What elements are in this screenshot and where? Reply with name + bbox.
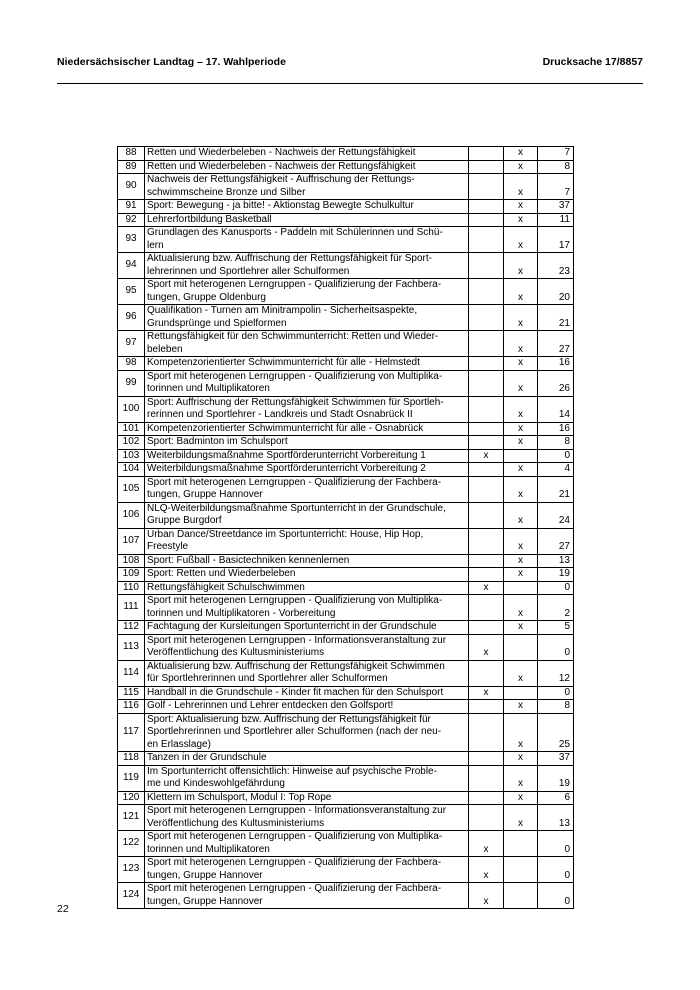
mark-column-a: [469, 554, 504, 568]
mark-column-a: [469, 147, 504, 161]
course-title: Retten und Wiederbeleben - Nachweis der Rettungsfähigkeit: [145, 147, 469, 161]
mark-column-b: x: [504, 147, 538, 161]
table-row: [118, 595, 574, 621]
table-row: [118, 174, 574, 200]
mark-column-a: [469, 660, 504, 686]
mark-column-a: x: [469, 686, 504, 700]
mark-column-b: x: [504, 554, 538, 568]
row-number: 109: [118, 568, 145, 582]
participant-count: 27: [538, 528, 574, 554]
mark-column-b: x: [504, 422, 538, 436]
row-number: 118: [118, 752, 145, 766]
participant-count: 8: [538, 436, 574, 450]
mark-column-b: x: [504, 160, 538, 174]
course-table: [117, 146, 574, 909]
row-number: 98: [118, 357, 145, 371]
row-number: 116: [118, 700, 145, 714]
table-row: [118, 331, 574, 357]
mark-column-a: [469, 713, 504, 752]
mark-column-b: x: [504, 253, 538, 279]
participant-count: 20: [538, 279, 574, 305]
mark-column-b: [504, 581, 538, 595]
participant-count: 5: [538, 621, 574, 635]
row-number: 111: [118, 595, 145, 621]
mark-column-b: [504, 686, 538, 700]
course-title: Kompetenzorientierter Schwimmunterricht für alle - Osnabrück: [145, 422, 469, 436]
course-title: NLQ-Weiterbildungsmaßnahme Sportunterricht in der Grundschule, Gruppe Burgdorf: [145, 502, 469, 528]
table-row: [118, 660, 574, 686]
mark-column-a: [469, 752, 504, 766]
course-title: Lehrerfortbildung Basketball: [145, 213, 469, 227]
row-number: 117: [118, 713, 145, 752]
row-number: 101: [118, 422, 145, 436]
mark-column-a: x: [469, 581, 504, 595]
row-number: 115: [118, 686, 145, 700]
mark-column-b: x: [504, 568, 538, 582]
course-title: Sport mit heterogenen Lerngruppen - Qualifizierung von Multiplika- torinnen und Multiplikatoren: [145, 831, 469, 857]
table-row: [118, 831, 574, 857]
table-row: [118, 476, 574, 502]
row-number: 91: [118, 200, 145, 214]
mark-column-a: [469, 502, 504, 528]
course-title: Sport mit heterogenen Lerngruppen - Qualifizierung von Multiplika- torinnen und Multiplikatoren - Vorbereitung: [145, 595, 469, 621]
course-title: Sport mit heterogenen Lerngruppen - Qualifizierung der Fachbera- tungen, Gruppe Hannover: [145, 857, 469, 883]
row-number: 107: [118, 528, 145, 554]
row-number: 95: [118, 279, 145, 305]
participant-count: 0: [538, 634, 574, 660]
mark-column-b: x: [504, 370, 538, 396]
mark-column-b: x: [504, 476, 538, 502]
course-title: Sport: Aktualisierung bzw. Auffrischung der Rettungsfähigkeit für Sportlehrerinnen und Sportlehrer aller Schulformen (nach der neu- en Erlasslage): [145, 713, 469, 752]
participant-count: 16: [538, 422, 574, 436]
course-title: Sport mit heterogenen Lerngruppen - Qualifizierung der Fachbera- tungen, Gruppe Hannover: [145, 883, 469, 909]
mark-column-a: [469, 357, 504, 371]
participant-count: 6: [538, 791, 574, 805]
row-number: 92: [118, 213, 145, 227]
mark-column-a: [469, 476, 504, 502]
row-number: 124: [118, 883, 145, 909]
course-title: Sport: Auffrischung der Rettungsfähigkeit Schwimmen für Sportleh- rerinnen und Sportlehrer - Landkreis und Stadt Osnabrück II: [145, 396, 469, 422]
mark-column-a: [469, 253, 504, 279]
course-title: Grundlagen des Kanusports - Paddeln mit Schülerinnen und Schü- lern: [145, 227, 469, 253]
mark-column-a: [469, 436, 504, 450]
course-title: Sport: Badminton im Schulsport: [145, 436, 469, 450]
table-row: [118, 253, 574, 279]
mark-column-b: x: [504, 357, 538, 371]
header-divider: [57, 83, 643, 84]
row-number: 112: [118, 621, 145, 635]
row-number: 97: [118, 331, 145, 357]
mark-column-b: [504, 634, 538, 660]
table-row: [118, 528, 574, 554]
mark-column-b: x: [504, 436, 538, 450]
course-title: Sport mit heterogenen Lerngruppen - Qualifizierung der Fachbera- tungen, Gruppe Hannover: [145, 476, 469, 502]
participant-count: 37: [538, 200, 574, 214]
mark-column-b: x: [504, 463, 538, 477]
course-title: Sport: Bewegung - ja bitte! - Aktionstag Bewegte Schulkultur: [145, 200, 469, 214]
mark-column-b: x: [504, 279, 538, 305]
mark-column-a: [469, 791, 504, 805]
mark-column-a: [469, 160, 504, 174]
participant-count: 16: [538, 357, 574, 371]
mark-column-b: x: [504, 713, 538, 752]
document-number: Drucksache 17/8857: [542, 56, 643, 68]
participant-count: 0: [538, 857, 574, 883]
participant-count: 7: [538, 147, 574, 161]
table-row: [118, 449, 574, 463]
participant-count: 24: [538, 502, 574, 528]
table-row: [118, 700, 574, 714]
course-title: Sport: Fußball - Basictechniken kennenlernen: [145, 554, 469, 568]
participant-count: 8: [538, 700, 574, 714]
mark-column-a: [469, 331, 504, 357]
table-row: [118, 463, 574, 477]
row-number: 113: [118, 634, 145, 660]
mark-column-b: x: [504, 502, 538, 528]
table-row: [118, 436, 574, 450]
row-number: 96: [118, 305, 145, 331]
course-title: Urban Dance/Streetdance im Sportunterricht: House, Hip Hop, Freestyle: [145, 528, 469, 554]
participant-count: 0: [538, 883, 574, 909]
mark-column-b: x: [504, 174, 538, 200]
row-number: 120: [118, 791, 145, 805]
mark-column-b: x: [504, 660, 538, 686]
participant-count: 23: [538, 253, 574, 279]
mark-column-a: [469, 621, 504, 635]
table-row: [118, 200, 574, 214]
table-row: [118, 686, 574, 700]
course-title: Im Sportunterricht offensichtlich: Hinweise auf psychische Proble- me und Kindeswohlgefährdung: [145, 765, 469, 791]
table-row: [118, 857, 574, 883]
participant-count: 0: [538, 686, 574, 700]
mark-column-b: x: [504, 528, 538, 554]
participant-count: 25: [538, 713, 574, 752]
row-number: 102: [118, 436, 145, 450]
table-row: [118, 213, 574, 227]
course-title: Sport mit heterogenen Lerngruppen - Informationsveranstaltung zur Veröffentlichung des Kultusministeriums: [145, 805, 469, 831]
mark-column-a: [469, 805, 504, 831]
participant-count: 0: [538, 831, 574, 857]
row-number: 93: [118, 227, 145, 253]
row-number: 114: [118, 660, 145, 686]
table-row: [118, 370, 574, 396]
mark-column-a: [469, 396, 504, 422]
mark-column-b: x: [504, 621, 538, 635]
participant-count: 19: [538, 765, 574, 791]
mark-column-b: [504, 883, 538, 909]
mark-column-a: [469, 463, 504, 477]
row-number: 104: [118, 463, 145, 477]
mark-column-a: x: [469, 449, 504, 463]
mark-column-b: x: [504, 752, 538, 766]
row-number: 122: [118, 831, 145, 857]
row-number: 105: [118, 476, 145, 502]
mark-column-b: x: [504, 595, 538, 621]
row-number: 108: [118, 554, 145, 568]
participant-count: 21: [538, 476, 574, 502]
row-number: 106: [118, 502, 145, 528]
course-title: Rettungsfähigkeit für den Schwimmunterricht: Retten und Wieder- beleben: [145, 331, 469, 357]
course-title: Rettungsfähigkeit Schulschwimmen: [145, 581, 469, 595]
mark-column-a: x: [469, 857, 504, 883]
mark-column-b: x: [504, 791, 538, 805]
table-row: [118, 227, 574, 253]
mark-column-a: x: [469, 883, 504, 909]
page-number: 22: [57, 903, 69, 915]
mark-column-b: x: [504, 805, 538, 831]
table-row: [118, 147, 574, 161]
mark-column-b: x: [504, 227, 538, 253]
mark-column-a: [469, 422, 504, 436]
table-row: [118, 581, 574, 595]
course-title: Sport mit heterogenen Lerngruppen - Informationsveranstaltung zur Veröffentlichung des Kultusministeriums: [145, 634, 469, 660]
mark-column-a: [469, 174, 504, 200]
participant-count: 19: [538, 568, 574, 582]
row-number: 100: [118, 396, 145, 422]
mark-column-a: [469, 700, 504, 714]
mark-column-a: [469, 528, 504, 554]
table-row: [118, 279, 574, 305]
mark-column-b: x: [504, 305, 538, 331]
table-row: [118, 554, 574, 568]
participant-count: 13: [538, 554, 574, 568]
table-row: [118, 396, 574, 422]
mark-column-b: [504, 449, 538, 463]
course-title: Sport mit heterogenen Lerngruppen - Qualifizierung von Multiplika- torinnen und Multiplikatoren: [145, 370, 469, 396]
course-title: Aktualisierung bzw. Auffrischung der Rettungsfähigkeit für Sport- lehrerinnen und Sportlehrer aller Schulformen: [145, 253, 469, 279]
table-row: [118, 791, 574, 805]
table-row: [118, 357, 574, 371]
table-row: [118, 765, 574, 791]
row-number: 88: [118, 147, 145, 161]
participant-count: 7: [538, 174, 574, 200]
row-number: 94: [118, 253, 145, 279]
mark-column-a: x: [469, 831, 504, 857]
row-number: 90: [118, 174, 145, 200]
row-number: 89: [118, 160, 145, 174]
course-title: Weiterbildungsmaßnahme Sportförderunterricht Vorbereitung 2: [145, 463, 469, 477]
table-row: [118, 568, 574, 582]
mark-column-a: [469, 568, 504, 582]
course-title: Tanzen in der Grundschule: [145, 752, 469, 766]
course-title: Kompetenzorientierter Schwimmunterricht für alle - Helmstedt: [145, 357, 469, 371]
table-row: [118, 502, 574, 528]
row-number: 110: [118, 581, 145, 595]
row-number: 99: [118, 370, 145, 396]
mark-column-b: x: [504, 213, 538, 227]
mark-column-a: [469, 200, 504, 214]
document-header-title: Niedersächsischer Landtag – 17. Wahlperiode: [57, 56, 286, 68]
table-row: [118, 805, 574, 831]
row-number: 121: [118, 805, 145, 831]
course-title: Weiterbildungsmaßnahme Sportförderunterricht Vorbereitung 1: [145, 449, 469, 463]
course-title: Fachtagung der Kursleitungen Sportunterricht in der Grundschule: [145, 621, 469, 635]
mark-column-b: x: [504, 765, 538, 791]
mark-column-a: [469, 213, 504, 227]
course-title: Handball in die Grundschule - Kinder fit machen für den Schulsport: [145, 686, 469, 700]
mark-column-b: x: [504, 200, 538, 214]
course-title: Qualifikation - Turnen am Minitrampolin - Sicherheitsaspekte, Grundsprünge und Spielformen: [145, 305, 469, 331]
participant-count: 27: [538, 331, 574, 357]
table-row: [118, 752, 574, 766]
participant-count: 0: [538, 449, 574, 463]
participant-count: 11: [538, 213, 574, 227]
course-title: Nachweis der Rettungsfähigkeit - Auffrischung der Rettungs- schwimmscheine Bronze und Silber: [145, 174, 469, 200]
course-title: Klettern im Schulsport, Modul I: Top Rope: [145, 791, 469, 805]
mark-column-a: x: [469, 634, 504, 660]
table-row: [118, 621, 574, 635]
participant-count: 2: [538, 595, 574, 621]
table-row: [118, 160, 574, 174]
course-title: Sport mit heterogenen Lerngruppen - Qualifizierung der Fachbera- tungen, Gruppe Oldenburg: [145, 279, 469, 305]
mark-column-a: [469, 279, 504, 305]
participant-count: 13: [538, 805, 574, 831]
mark-column-a: [469, 227, 504, 253]
table-row: [118, 634, 574, 660]
mark-column-b: x: [504, 331, 538, 357]
participant-count: 26: [538, 370, 574, 396]
participant-count: 4: [538, 463, 574, 477]
mark-column-a: [469, 370, 504, 396]
participant-count: 37: [538, 752, 574, 766]
course-title: Sport: Retten und Wiederbeleben: [145, 568, 469, 582]
row-number: 119: [118, 765, 145, 791]
row-number: 123: [118, 857, 145, 883]
table-row: [118, 422, 574, 436]
table-row: [118, 713, 574, 752]
mark-column-b: [504, 857, 538, 883]
participant-count: 12: [538, 660, 574, 686]
course-title: Aktualisierung bzw. Auffrischung der Rettungsfähigkeit Schwimmen für Sportlehrerinnen und Sportlehrer aller Schulformen: [145, 660, 469, 686]
course-title: Golf - Lehrerinnen und Lehrer entdecken den Golfsport!: [145, 700, 469, 714]
mark-column-a: [469, 595, 504, 621]
mark-column-b: x: [504, 396, 538, 422]
row-number: 103: [118, 449, 145, 463]
participant-count: 17: [538, 227, 574, 253]
mark-column-b: [504, 831, 538, 857]
participant-count: 0: [538, 581, 574, 595]
table-row: [118, 305, 574, 331]
mark-column-a: [469, 305, 504, 331]
mark-column-b: x: [504, 700, 538, 714]
participant-count: 8: [538, 160, 574, 174]
course-title: Retten und Wiederbeleben - Nachweis der Rettungsfähigkeit: [145, 160, 469, 174]
table-row: [118, 883, 574, 909]
participant-count: 21: [538, 305, 574, 331]
mark-column-a: [469, 765, 504, 791]
participant-count: 14: [538, 396, 574, 422]
